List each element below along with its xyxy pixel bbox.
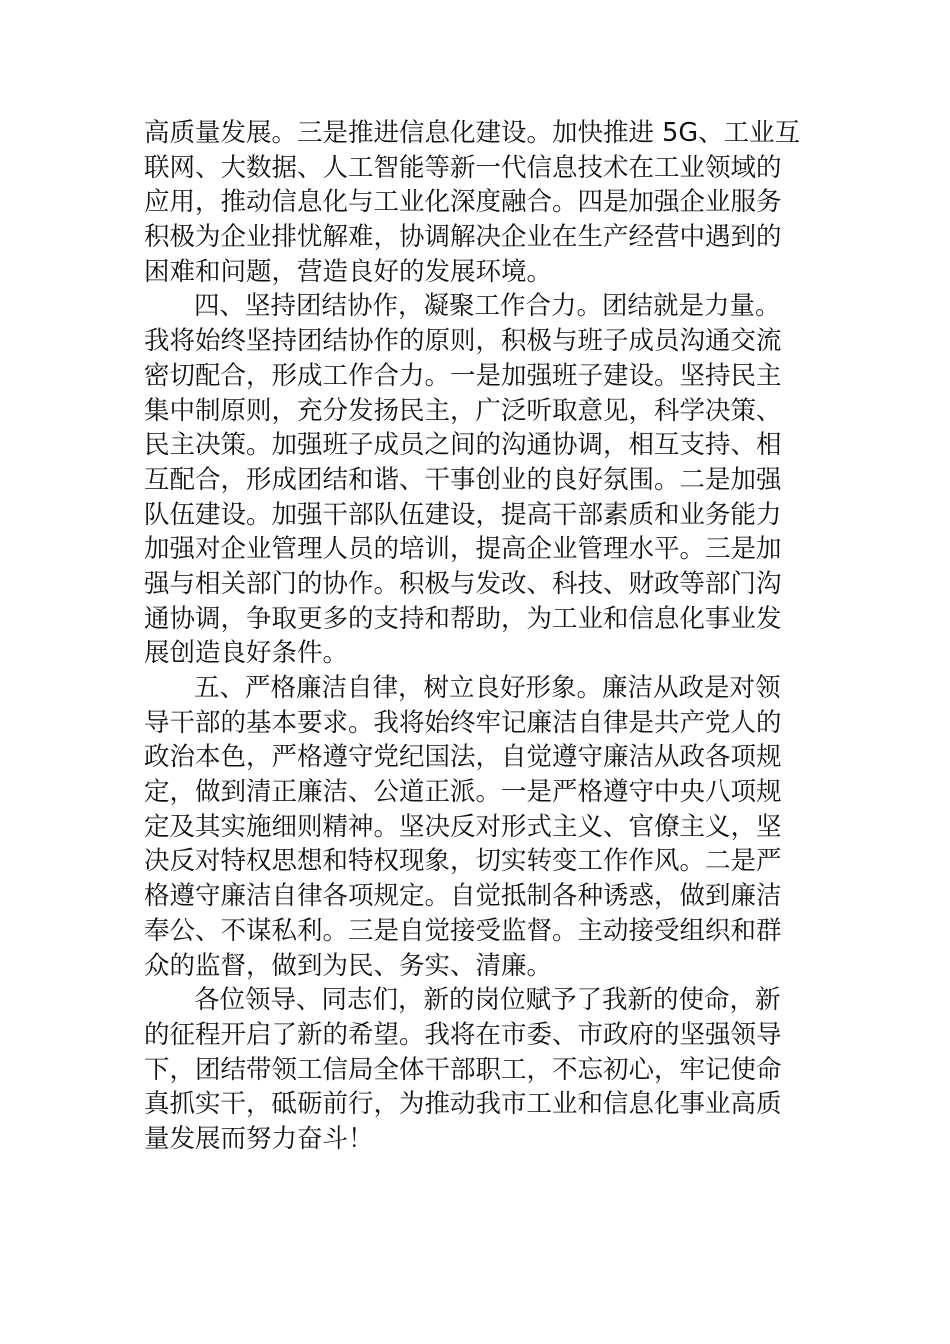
- text-line: 密切配合，形成工作合力。一是加强班子建设。坚持民主: [144, 360, 782, 391]
- text-line: 强与相关部门的协作。积极与发改、科技、财政等部门沟: [144, 568, 782, 599]
- text-line: 互配合，形成团结和谐、干事创业的良好氛围。二是加强: [144, 464, 782, 495]
- text-line: 决反对特权思想和特权现象，切实转变工作作风。二是严: [144, 846, 782, 877]
- text-line: 应用，推动信息化与工业化深度融合。四是加强企业服务: [144, 187, 782, 218]
- text-line: 导干部的基本要求。我将始终牢记廉洁自律是共产党人的: [144, 707, 782, 738]
- text-line: 联网、大数据、人工智能等新一代信息技术在工业领域的: [144, 152, 782, 183]
- text-line: 展创造良好条件。: [144, 638, 349, 669]
- text-line: 定，做到清正廉洁、公道正派。一是严格遵守中央八项规: [144, 777, 782, 808]
- body-text: [144, 116, 809, 1157]
- paragraph-start-line: 五、严格廉洁自律，树立良好形象。廉洁从政是对领: [194, 673, 781, 703]
- text-line: 定及其实施细则精神。坚决反对形式主义、官僚主义，坚: [144, 811, 782, 842]
- text-line: 政治本色，严格遵守党纪国法，自觉遵守廉洁从政各项规: [144, 742, 782, 773]
- text-line: 困难和问题，营造良好的发展环境。: [144, 256, 553, 287]
- text-line: 下，团结带领工信局全体干部职工，不忘初心，牢记使命: [144, 1054, 782, 1085]
- text-line: 众的监督，做到为民、务实、清廉。: [144, 950, 553, 981]
- text-line: 奉公、不谋私利。三是自觉接受监督。主动接受组织和群: [144, 915, 782, 946]
- text-line: 队伍建设。加强干部队伍建设，提高干部素质和业务能力: [144, 499, 782, 530]
- text-line: 我将始终坚持团结协作的原则，积极与班子成员沟通交流: [144, 326, 782, 357]
- text-line: 格遵守廉洁自律各项规定。自觉抵制各种诱惑，做到廉洁: [144, 881, 782, 912]
- text-line: 高质量发展。三是推进信息化建设。加快推进 5G、工业互: [144, 118, 801, 148]
- paragraph-start-line: 四、坚持团结协作，凝聚工作合力。团结就是力量。: [194, 291, 781, 322]
- text-line: 民主决策。加强班子成员之间的沟通协调，相互支持、相: [144, 430, 782, 461]
- text-line: 通协调，争取更多的支持和帮助，为工业和信息化事业发: [144, 603, 782, 634]
- text-line: 真抓实干，砥砺前行，为推动我市工业和信息化事业高质: [144, 1089, 782, 1120]
- paragraph-start-line: 各位领导、同志们，新的岗位赋予了我新的使命，新: [194, 985, 781, 1016]
- text-line: 的征程开启了新的希望。我将在市委、市政府的坚强领导: [144, 1019, 782, 1050]
- text-line: 集中制原则，充分发扬民主，广泛听取意见，科学决策、: [144, 395, 782, 426]
- text-line: 积极为企业排忧解难，协调解决企业在生产经营中遇到的: [144, 222, 782, 253]
- text-line: 量发展而努力奋斗！: [144, 1123, 374, 1154]
- text-line: 加强对企业管理人员的培训，提高企业管理水平。三是加: [144, 534, 782, 565]
